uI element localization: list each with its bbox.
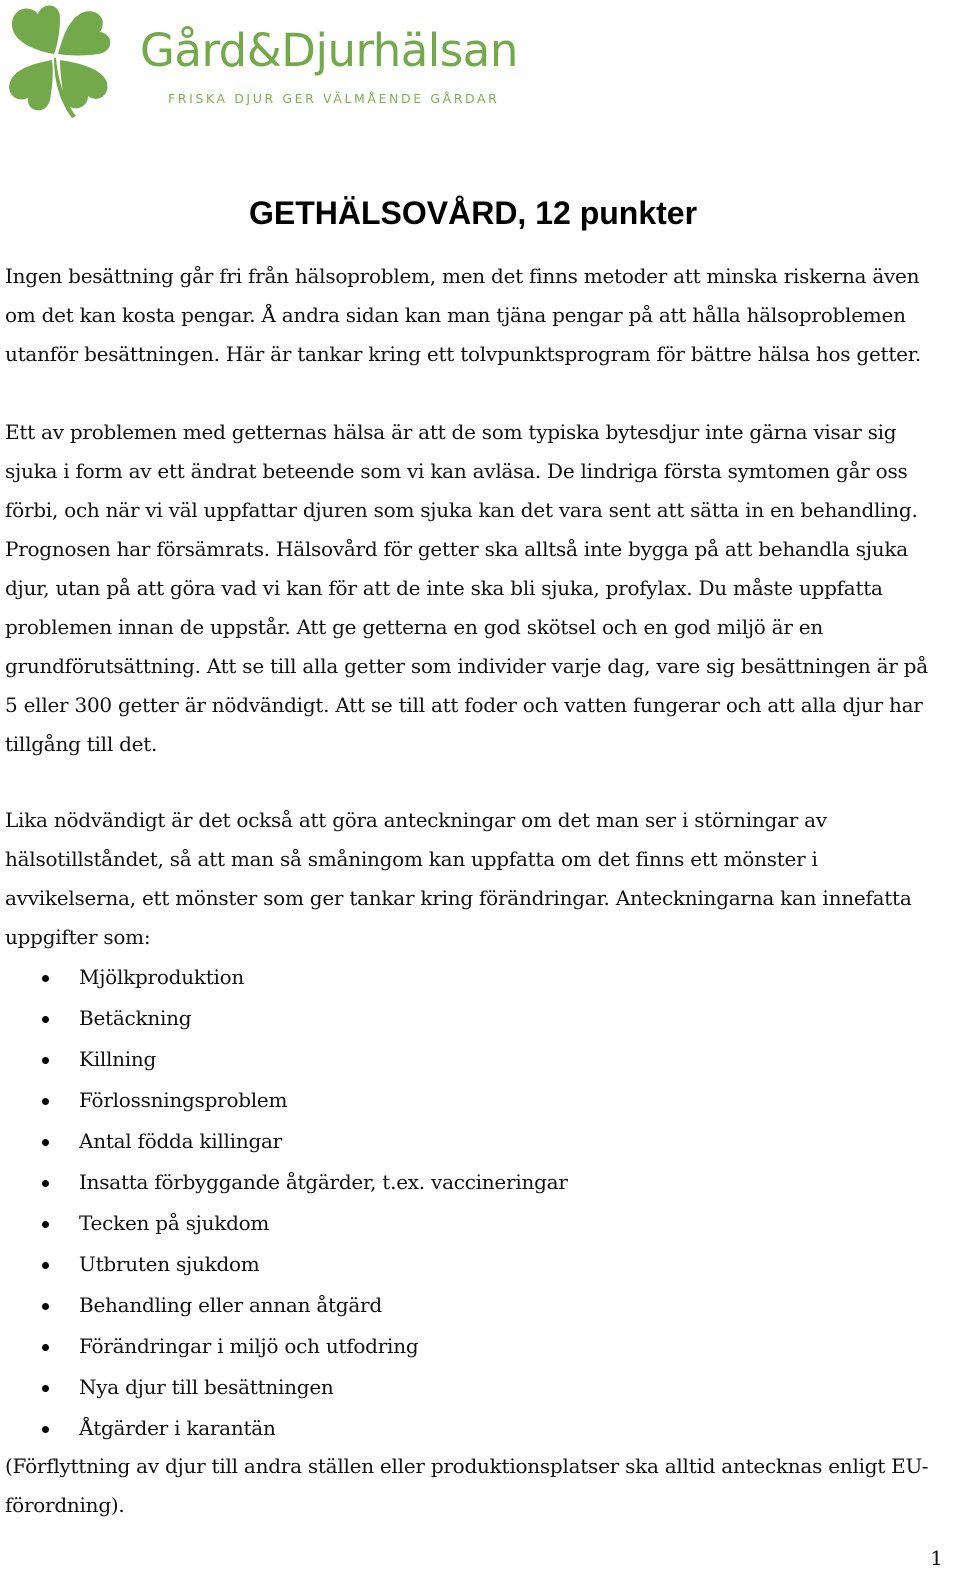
- record-items-list: [0, 957, 568, 1449]
- bullet-icon: [42, 1016, 49, 1023]
- bullet-icon: [42, 975, 49, 982]
- logo: [0, 0, 540, 120]
- list-item-label: Nya djur till besättningen: [79, 1375, 334, 1399]
- list-item-label: Förlossningsproblem: [79, 1088, 288, 1112]
- list-item: [0, 998, 568, 1039]
- paragraph-health-problems: Ett av problemen med getternas hälsa är att de som typiska bytesdjur inte gärna visar sig sjuka i form av ett ändrat beteende som vi kan avläsa. De lindriga första symtomen går oss förbi, och när vi väl uppfattar djuren som sjuka kan det vara sent att sätta in en behandling. Prognosen har försämrats. Hälsovård för getter ska alltså inte bygga på att behandla sjuka djur, utan på att göra vad vi kan för att de inte ska bli sjuka, profylax. Du måste uppfatta problemen innan de uppstår. Att ge getterna en god skötsel och en god miljö är en grundförutsättning. Att se till alla getter som individer varje dag, vare sig besättningen är på 5 eller 300 getter är nödvändigt. Att se till att foder och vatten fungerar och att alla djur har tillgång till det.: [5, 420, 928, 756]
- bullet-icon: [42, 1262, 49, 1269]
- list-item-label: Tecken på sjukdom: [79, 1211, 270, 1235]
- list-item-label: Insatta förbyggande åtgärder, t.ex. vaccineringar: [79, 1170, 568, 1194]
- list-item: [0, 1285, 568, 1326]
- bullet-icon: [42, 1344, 49, 1351]
- bullet-icon: [42, 1098, 49, 1105]
- list-item-label: Antal födda killingar: [79, 1129, 282, 1153]
- list-item-label: Utbruten sjukdom: [79, 1252, 260, 1276]
- list-item: [0, 1408, 568, 1449]
- logo-name: Gård&Djurhälsan: [140, 24, 518, 77]
- document-title: GETHÄLSOVÅRD, 12 punkter: [248, 195, 698, 232]
- bullet-icon: [42, 1303, 49, 1310]
- list-item-label: Åtgärder i karantän: [79, 1416, 276, 1440]
- list-item-label: Mjölkproduktion: [79, 965, 245, 989]
- bullet-icon: [42, 1385, 49, 1392]
- page-number: 1: [930, 1546, 943, 1570]
- list-item: [0, 1244, 568, 1285]
- list-item: [0, 957, 568, 998]
- list-item: [0, 1121, 568, 1162]
- list-item: [0, 1039, 568, 1080]
- bullet-icon: [42, 1426, 49, 1433]
- list-item: [0, 1162, 568, 1203]
- list-item-label: Killning: [79, 1047, 157, 1071]
- list-item: [0, 1203, 568, 1244]
- list-item: [0, 1367, 568, 1408]
- paragraph-records: Lika nödvändigt är det också att göra anteckningar om det man ser i störningar av hälsotillståndet, så att man så småningom kan uppfatta om det finns ett mönster i avvikelserna, ett mönster som ger tankar kring förändringar. Anteckningarna kan innefatta uppgifter som:: [5, 808, 912, 949]
- list-item-label: Behandling eller annan åtgärd: [79, 1293, 382, 1317]
- closing-note: (Förflyttning av djur till andra ställen eller produktionsplatser ska alltid antecknas enligt EU-förordning).: [5, 1454, 929, 1517]
- list-item: [0, 1080, 568, 1121]
- logo-tagline: FRISKA DJUR GER VÄLMÅENDE GÅRDAR: [168, 91, 500, 106]
- bullet-icon: [42, 1057, 49, 1064]
- bullet-icon: [42, 1221, 49, 1228]
- list-item: [0, 1326, 568, 1367]
- bullet-icon: [42, 1139, 49, 1146]
- list-item-label: Förändringar i miljö och utfodring: [79, 1334, 419, 1358]
- list-item-label: Betäckning: [79, 1006, 192, 1030]
- four-leaf-clover-icon: [2, 0, 114, 118]
- paragraph-intro: Ingen besättning går fri från hälsoproblem, men det finns metoder att minska riskerna även om det kan kosta pengar. Å andra sidan kan man tjäna pengar på att hålla hälsoproblemen utanför besättningen. Här är tankar kring ett tolvpunktsprogram för bättre hälsa hos getter.: [5, 264, 921, 366]
- bullet-icon: [42, 1180, 49, 1187]
